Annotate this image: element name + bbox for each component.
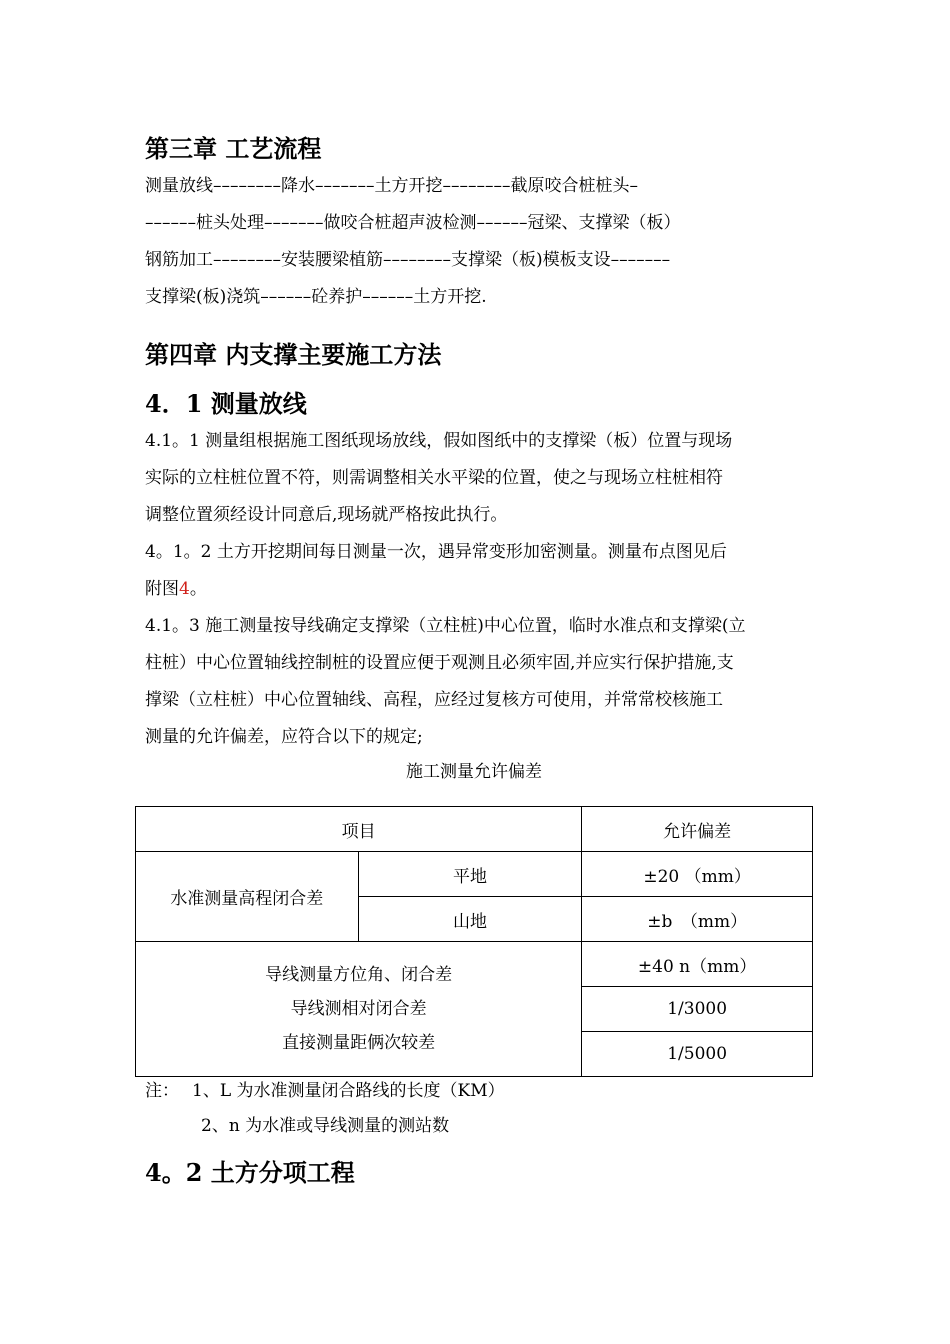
flow-line: 测量放线––––––––降水–––––––土方开挖––––––––截原咬合桩桩头– (145, 176, 638, 196)
table-cell-value: 1/3000 (582, 987, 813, 1032)
table-header-tolerance: 允许偏差 (582, 807, 813, 852)
text-run: 附图 (145, 579, 179, 599)
table-cell-value: 1/5000 (582, 1032, 813, 1077)
paragraph-line: 4.1。3 施工测量按导线确定支撑梁（立柱桩)中心位置，临时水准点和支撑梁(立 (145, 616, 746, 636)
note-label: 注： (145, 1081, 179, 1101)
table-header-item: 项目 (136, 807, 582, 852)
flow-line: 支撑梁(板)浇筑––––––砼养护––––––土方开挖. (145, 287, 487, 307)
paragraph-line (145, 571, 815, 608)
traverse-item: 直接测量距俩次较差 (282, 1033, 436, 1053)
table-row (136, 852, 813, 897)
chapter4-title: 第四章 内支撑主要施工方法 (145, 340, 442, 369)
section-4-2-title: 4。2 土方分项工程 (145, 1158, 355, 1187)
flow-line: 钢筋加工––––––––安装腰梁植筋––––––––支撑梁（板)模板支设––––––– (145, 250, 671, 270)
table-row (136, 807, 813, 852)
figure-reference[interactable]: 4 (179, 579, 190, 599)
table-row (136, 942, 813, 987)
table-cell-flat-value: ±20 （mm） (582, 852, 813, 897)
traverse-item: 导线测相对闭合差 (290, 999, 427, 1019)
table-cell-flat: 平地 (358, 852, 582, 897)
table-caption: 施工测量允许偏差 (406, 762, 542, 782)
traverse-item: 导线测量方位角、闭合差 (265, 965, 453, 985)
section-4-1-body (145, 423, 815, 756)
paragraph-line: 柱桩）中心位置轴线控制桩的设置应便于观测且必须牢固,并应实行保护措施,支 (145, 653, 734, 673)
note-line: 1、L 为水准测量闭合路线的长度（KM） (192, 1081, 505, 1101)
paragraph-line: 实际的立柱桩位置不符，则需调整相关水平梁的位置，使之与现场立柱桩相符 (145, 468, 723, 488)
table-cell-mountain-value: ±b （mm） (582, 897, 813, 942)
table-cell-traverse-items (136, 942, 582, 1077)
table-cell-value: ±40 n（mm） (582, 942, 813, 987)
flow-line: ––––––桩头处理–––––––做咬合桩超声波检测––––––冠梁、支撑梁（板） (145, 213, 681, 233)
section-4-1-title: 4．1 测量放线 (145, 389, 307, 418)
table-cell-level-label: 水准测量高程闭合差 (136, 852, 359, 942)
paragraph-line: 调整位置须经设计同意后,现场就严格按此执行。 (145, 505, 508, 525)
chapter3-process-flow (145, 168, 815, 316)
chapter3-title: 第三章 工艺流程 (145, 134, 322, 163)
note-line: 2、n 为水准或导线测量的测站数 (201, 1116, 450, 1136)
text-run: 。 (189, 579, 207, 599)
paragraph-line: 测量的允许偏差，应符合以下的规定; (145, 727, 423, 747)
table-cell-mountain: 山地 (358, 897, 582, 942)
paragraph-line: 4.1。1 测量组根据施工图纸现场放线，假如图纸中的支撑梁（板）位置与现场 (145, 431, 733, 451)
tolerance-table (135, 806, 813, 1077)
paragraph-line: 撑梁（立柱桩）中心位置轴线、高程，应经过复核方可使用，并常常校核施工 (145, 690, 723, 710)
paragraph-line: 4。1。2 土方开挖期间每日测量一次，遇异常变形加密测量。测量布点图见后 (145, 542, 727, 562)
